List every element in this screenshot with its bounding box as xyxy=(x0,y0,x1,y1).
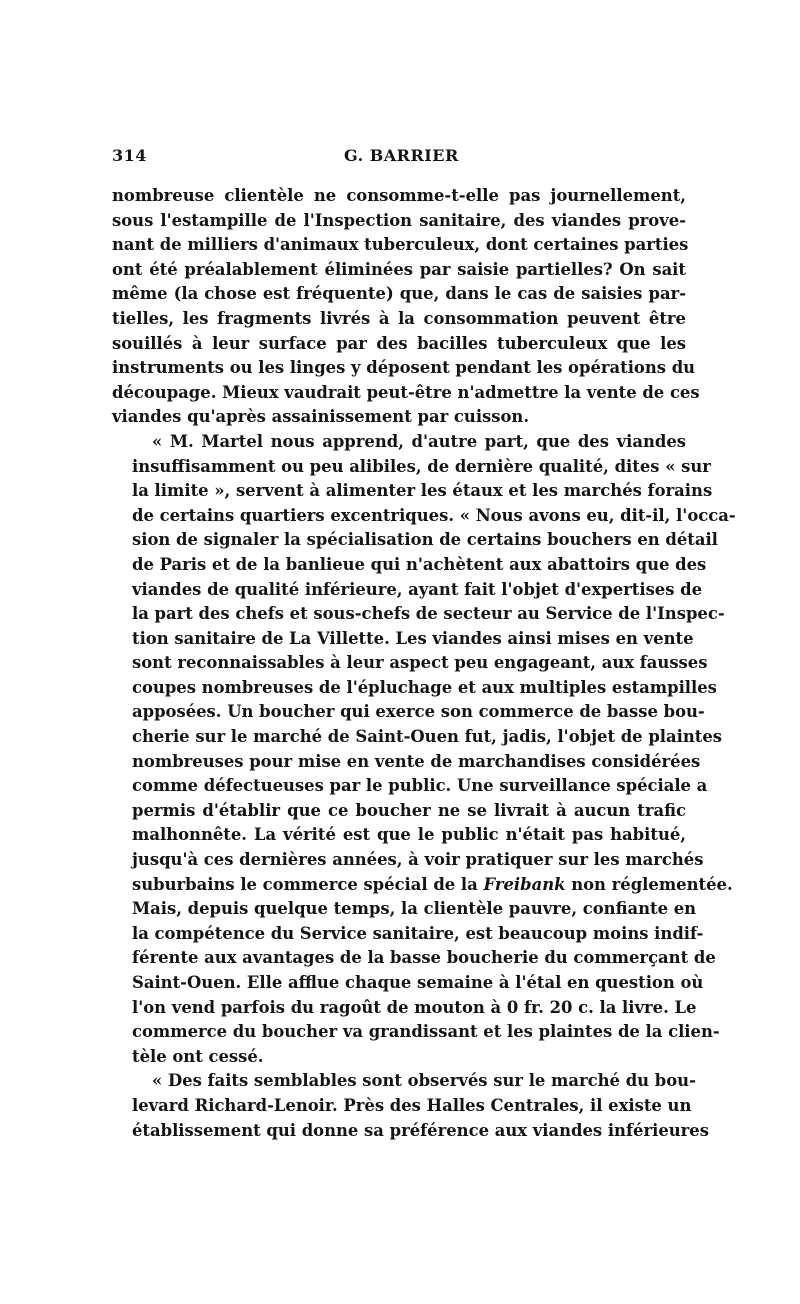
text-line: l'on vend parfois du ragoût de mouton à 0 fr. 20 c. la livre. Le xyxy=(132,997,697,1017)
text-line: nombreuse clientèle ne consomme-t-elle pas journellement, xyxy=(112,186,686,205)
text-line: commerce du boucher va grandissant et les plaintes de la clien- xyxy=(132,1022,720,1042)
text-line: la part des chefs et sous-chefs de secteur au Service de l'Inspec- xyxy=(132,604,725,624)
text-line: de Paris et de la banlieue qui n'achètent aux abattoirs que des xyxy=(132,554,707,574)
text-line: apposées. Un boucher qui exerce son commerce de basse bou- xyxy=(132,702,705,722)
paragraph-2 xyxy=(112,430,736,1069)
emphasized-term: Freibank xyxy=(483,874,566,894)
text-line: cherie sur le marché de Saint-Ouen fut, jadis, l'objet de plaintes xyxy=(132,727,722,747)
page-number: 314 xyxy=(112,146,147,165)
text-line: sous l'estampille de l'Inspection sanitaire, des viandes prove- xyxy=(112,210,686,230)
text-line: sion de signaler la spécialisation de certains bouchers en détail xyxy=(132,530,718,550)
running-head xyxy=(112,146,686,172)
text-line: levard Richard-Lenoir. Près des Halles Centrales, il existe un xyxy=(132,1095,692,1115)
text-line: ont été préalablement éliminées par saisie partielles? On sait xyxy=(112,259,686,279)
text-line: la limite », servent à alimenter les étaux et les marchés forains xyxy=(132,481,713,501)
paragraph-1 xyxy=(112,184,700,430)
text-line: comme défectueuses par le public. Une surveillance spéciale a xyxy=(132,776,708,796)
text-line: même (la chose est fréquente) que, dans le cas de saisies par- xyxy=(112,284,686,304)
text-line: souillés à leur surface par des bacilles tuberculeux que les xyxy=(112,333,686,353)
text-line: jusqu'à ces dernières années, à voir pratiquer sur les marchés xyxy=(132,850,704,870)
text-line: permis d'établir que ce boucher ne se livrait à aucun trafic xyxy=(132,800,686,820)
text-line: malhonnête. La vérité est que le public n'était pas habitué, xyxy=(132,825,686,845)
text-line: viandes qu'après assainissement par cuisson. xyxy=(112,407,530,427)
text-line: sont reconnaissables à leur aspect peu engageant, aux fausses xyxy=(132,653,708,673)
body-text xyxy=(112,184,736,1143)
paragraph-3 xyxy=(112,1069,709,1143)
running-head-author: G. BARRIER xyxy=(344,146,459,165)
text-line: de certains quartiers excentriques. « Nous avons eu, dit-il, l'occa- xyxy=(132,505,736,525)
text-line: viandes de qualité inférieure, ayant fait l'objet d'expertises de xyxy=(132,579,703,599)
text-line: nant de milliers d'animaux tuberculeux, dont certaines parties xyxy=(112,235,689,255)
text-line: insuffisamment ou peu alibiles, de dernière qualité, dites « sur xyxy=(132,456,711,476)
text-line: tielles, les fragments livrés à la consommation peuvent être xyxy=(112,308,686,328)
text-line: férente aux avantages de la basse boucherie du commerçant de xyxy=(132,948,716,968)
text-line: nombreuses pour mise en vente de marchandises considérées xyxy=(132,751,701,771)
text-line: « M. Martel nous apprend, d'autre part, que des viandes xyxy=(152,431,686,451)
text-line: Saint-Ouen. Elle afflue chaque semaine à l'étal en question où xyxy=(132,973,704,992)
text-line: découpage. Mieux vaudrait peut-être n'admettre la vente de ces xyxy=(112,382,700,402)
text-line: tion sanitaire de La Villette. Les viandes ainsi mises en vente xyxy=(132,628,694,648)
text-line: établissement qui donne sa préférence aux viandes inférieures xyxy=(132,1120,709,1140)
text-line: tèle ont cessé. xyxy=(132,1046,264,1066)
text-line: suburbains le commerce spécial de la Freibank non réglementée. xyxy=(132,874,733,894)
text-line: instruments ou les linges y déposent pendant les opérations du xyxy=(112,358,696,378)
text-line: coupes nombreuses de l'épluchage et aux multiples estampilles xyxy=(132,677,717,697)
text-line: Mais, depuis quelque temps, la clientèle pauvre, confiante en xyxy=(132,899,697,919)
text-line: « Des faits semblables sont observés sur le marché du bou- xyxy=(152,1071,696,1091)
text-line: la compétence du Service sanitaire, est beaucoup moins indif- xyxy=(132,923,704,943)
